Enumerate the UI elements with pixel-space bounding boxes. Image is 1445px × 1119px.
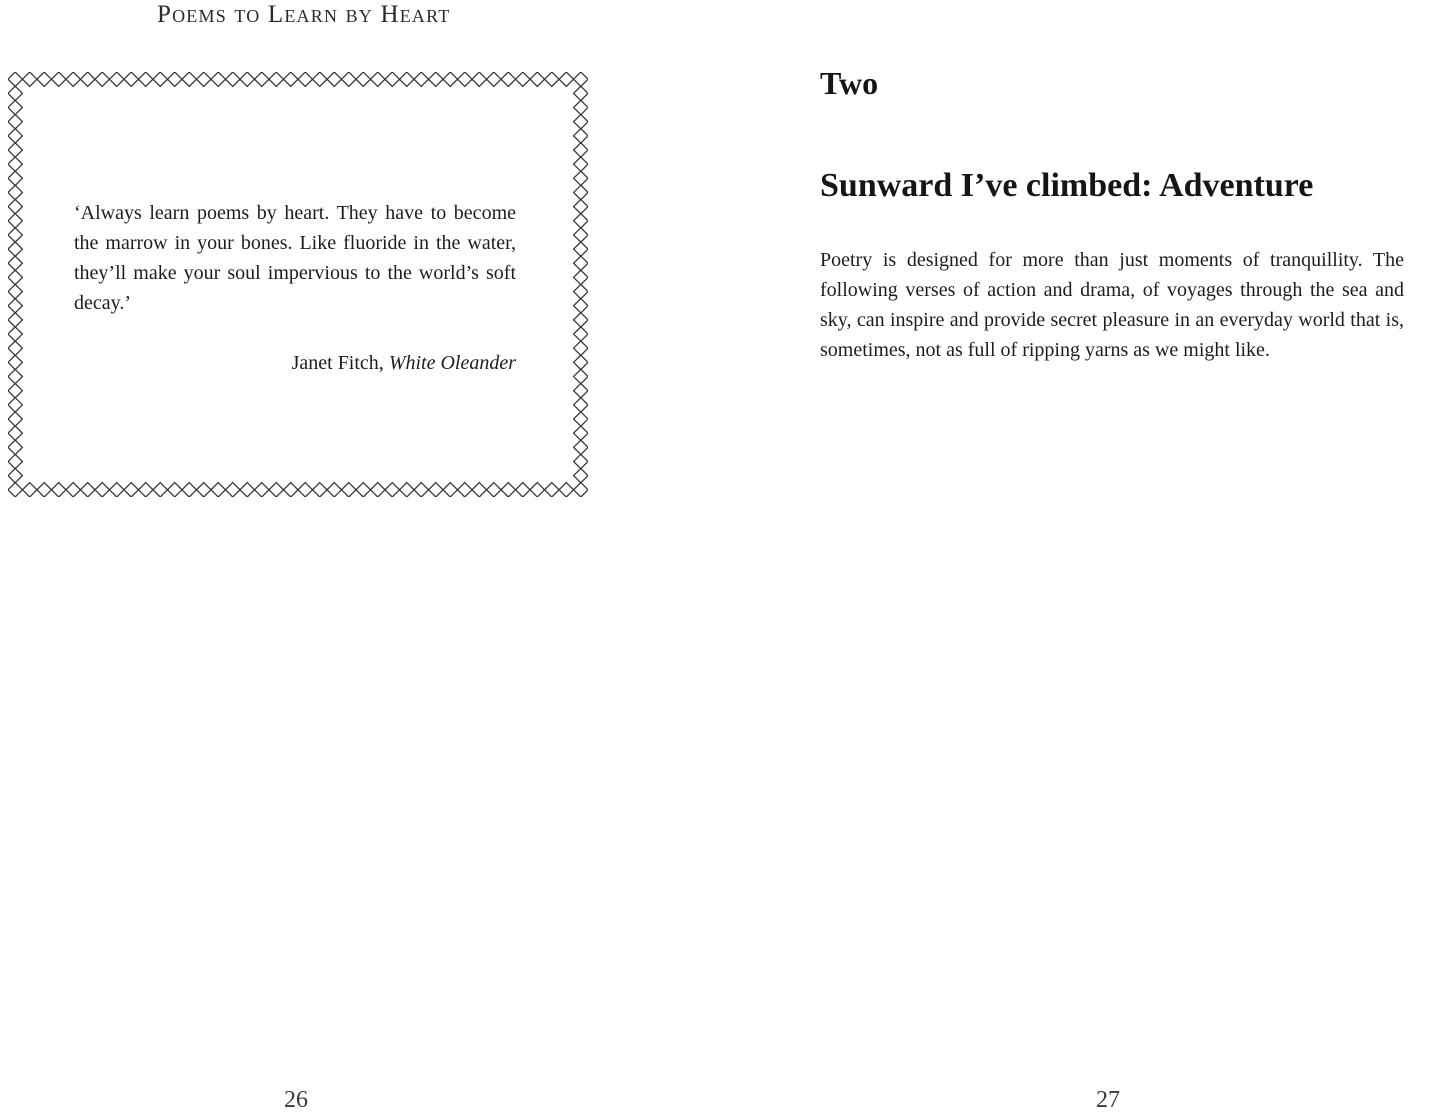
chapter-intro-paragraph: Poetry is designed for more than just moments of tranquillity. The following verses of action and drama, of voyages through the sea and sky, can inspire and provide secret pleasure in an everyday world that is, sometimes, not as full of ripping yarns as we might like.: [820, 249, 1404, 361]
running-header: Poems to Learn by Heart: [157, 1, 451, 28]
chapter-number: Two: [820, 65, 879, 101]
quote-attribution: [74, 348, 516, 378]
attribution-author: Janet Fitch,: [291, 352, 389, 374]
quote-box: [8, 72, 588, 497]
page-number-left: 26: [284, 1087, 308, 1113]
attribution-work-title: White Oleander: [388, 352, 516, 374]
epigraph-quote: ‘Always learn poems by heart. They have to become the marrow in your bones. Like fluoride in the water, they’ll make your soul impervious to the world’s soft decay.’: [74, 202, 516, 314]
page-number-right: 27: [1096, 1087, 1120, 1113]
chapter-title: Sunward I’ve climbed: Adventure: [820, 167, 1314, 204]
